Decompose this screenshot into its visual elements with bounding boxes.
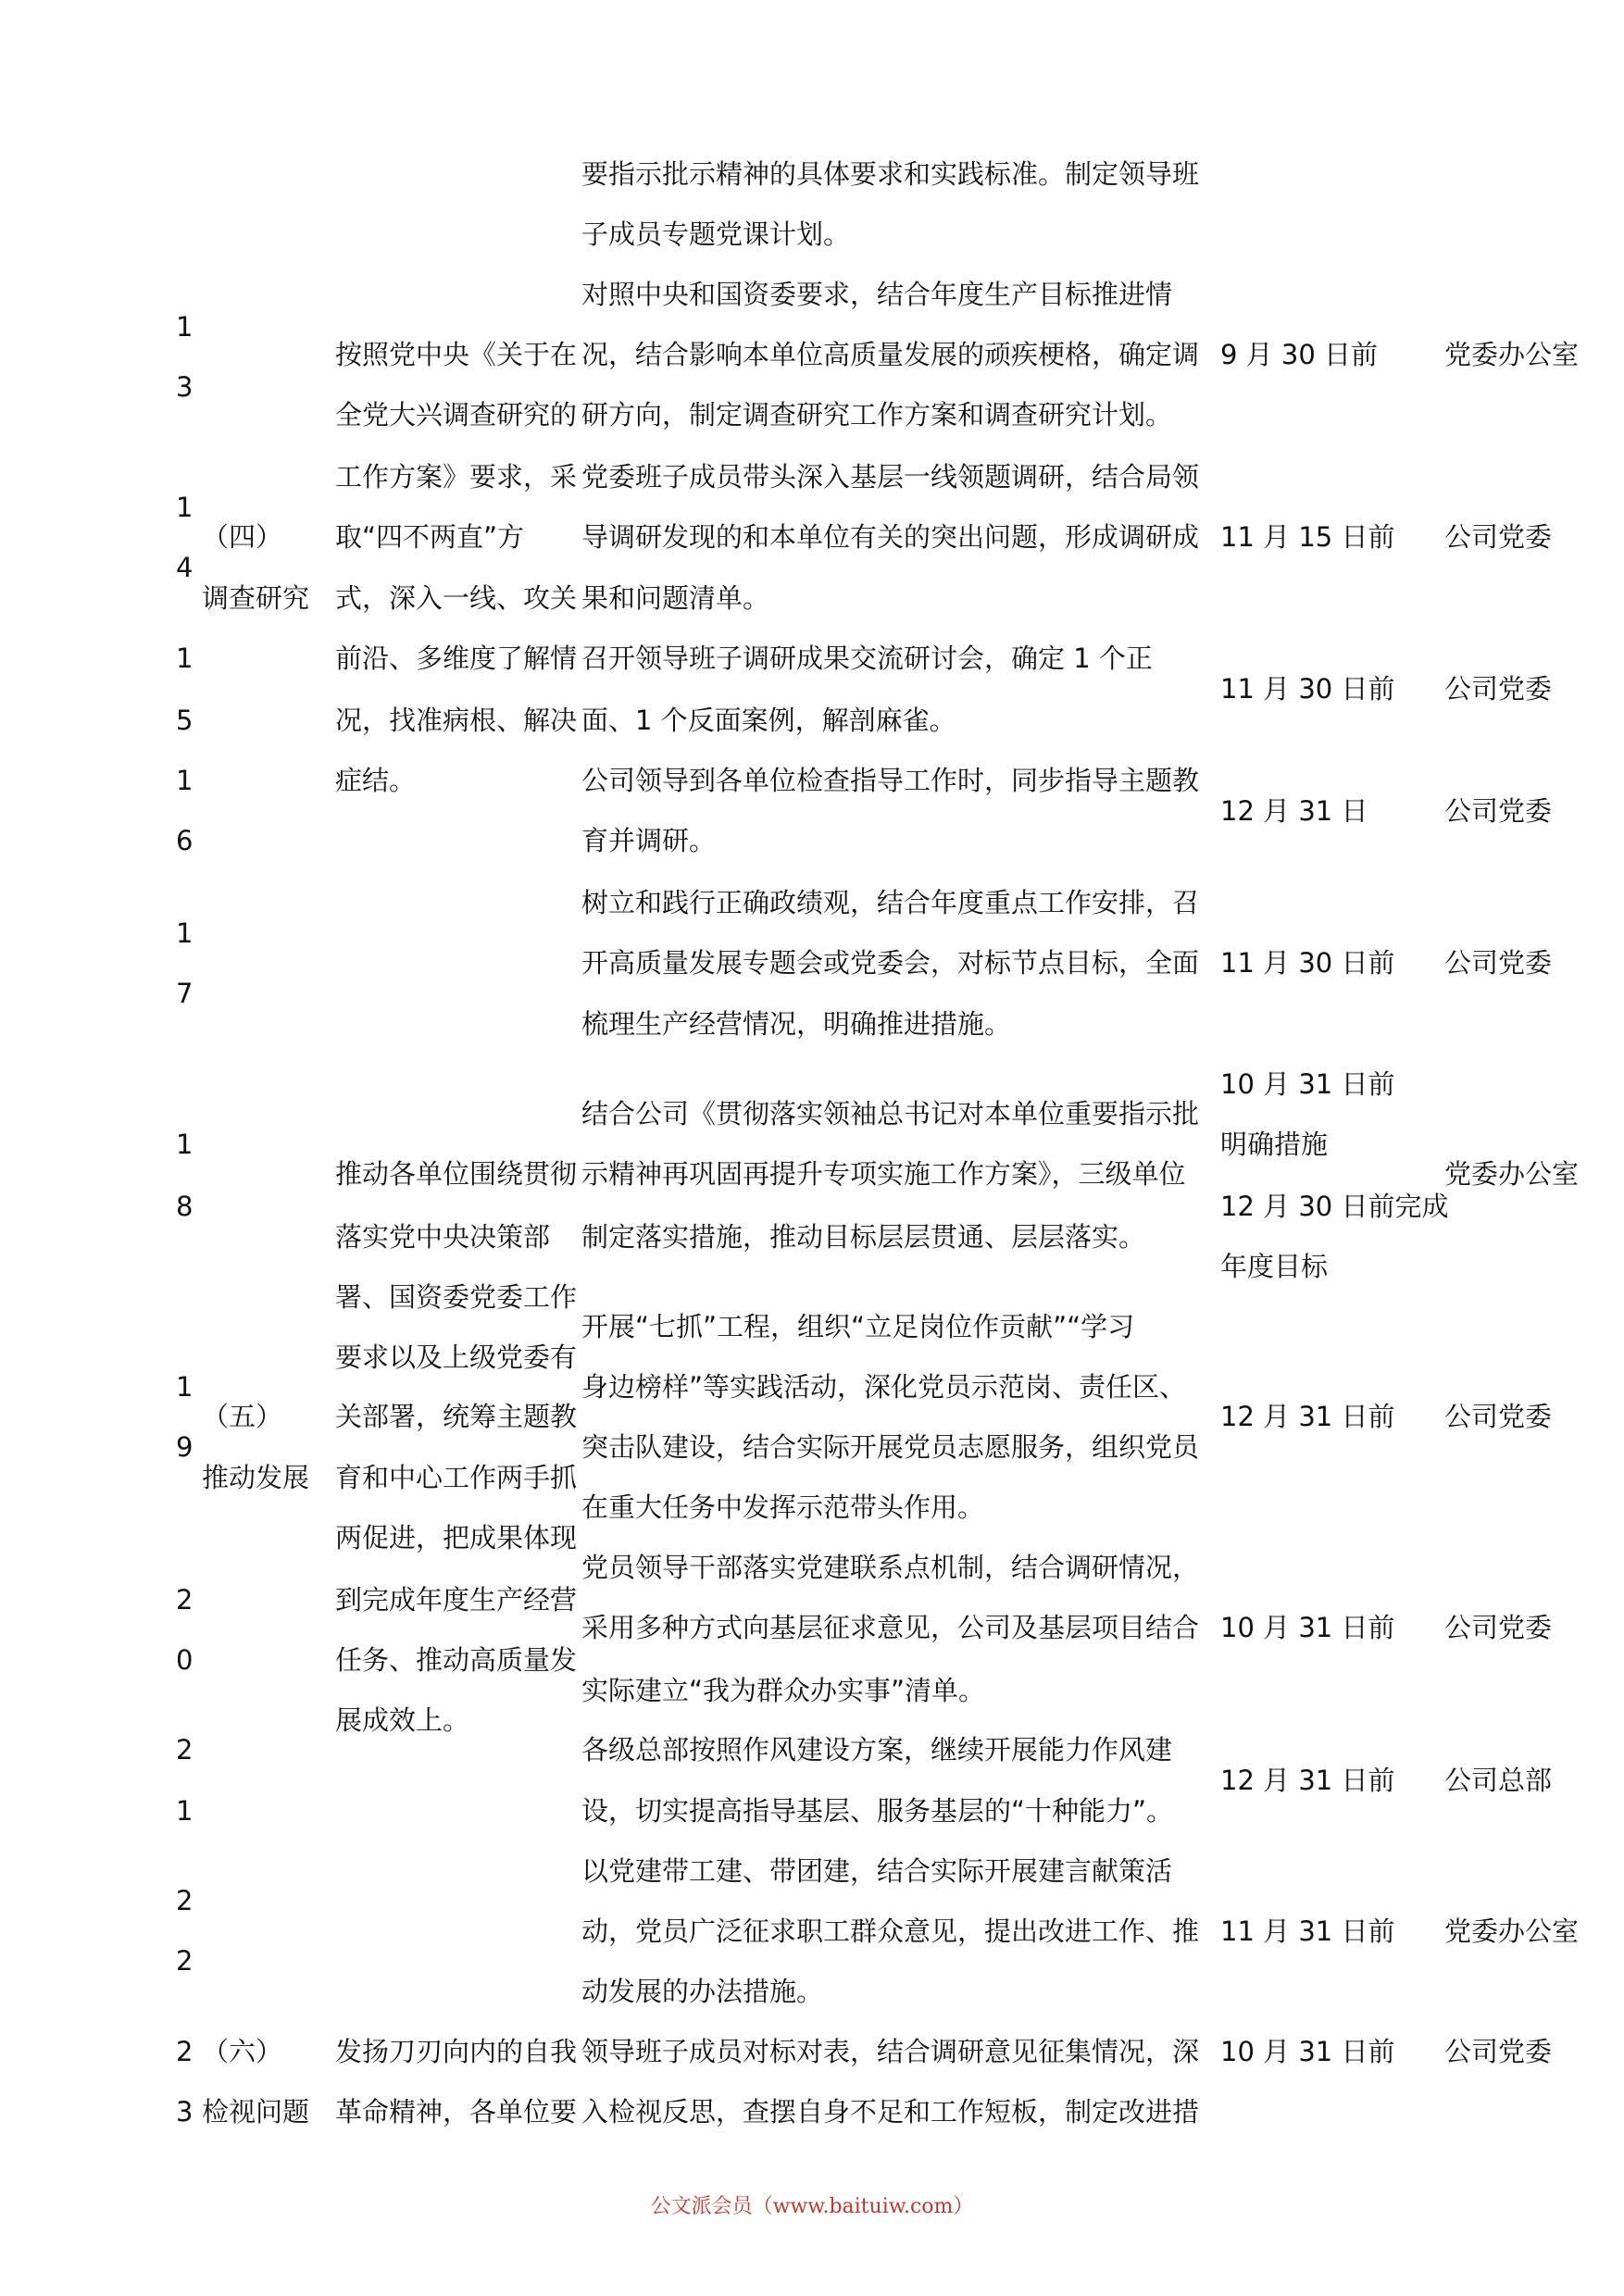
text-line: 要指示批示精神的具体要求和实践标准。制定领导班	[581, 158, 1200, 190]
text-line: 1	[176, 1371, 194, 1403]
text-line: 5	[176, 705, 194, 736]
text-line: 4	[176, 552, 194, 583]
text-line: 两促进，把成果体现	[335, 1522, 578, 1554]
text-line: 对照中央和国资委要求，结合年度生产目标推进情	[581, 279, 1173, 310]
text-line: 党委班子成员带头深入基层一线领题调研，结合局领	[581, 461, 1200, 493]
text-line: 在重大任务中发挥示范带头作用。	[581, 1491, 985, 1523]
text-line: 10 月 31 日前	[1220, 1612, 1395, 1643]
text-line: 推动发展	[202, 1462, 310, 1493]
text-line: 公司领导到各单位检查指导工作时，同步指导主题教	[581, 765, 1200, 796]
text-line: 关部署，统筹主题教	[335, 1401, 578, 1432]
text-line: 况，结合影响本单位高质量发展的顽疾梗格，确定调	[581, 339, 1200, 370]
text-line: 式，深入一线、攻关	[335, 582, 578, 614]
text-line: 导调研发现的和本单位有关的突出问题，形成调研成	[581, 521, 1200, 553]
text-line: 公司总部	[1444, 1765, 1553, 1796]
text-line: 1	[176, 492, 194, 523]
text-line: （五）	[202, 1401, 283, 1432]
text-line: 公司党委	[1444, 947, 1553, 979]
text-line: 开展“七抓”工程，组织“立足岗位作贡献”“学习	[581, 1311, 1135, 1342]
text-line: （四）	[202, 521, 283, 553]
text-line: 党委办公室	[1444, 339, 1580, 370]
text-line: 任务、推动高质量发	[335, 1644, 578, 1676]
text-line: 前沿、多维度了解情	[335, 643, 578, 674]
text-line: 公司党委	[1444, 795, 1553, 827]
text-line: 工作方案》要求，采	[335, 461, 578, 493]
text-line: 革命精神，各单位要	[335, 2096, 578, 2128]
text-line: 育并调研。	[581, 825, 717, 856]
text-line: 公司党委	[1444, 1612, 1553, 1643]
text-line: 11 月 30 日前	[1220, 673, 1395, 705]
text-line: 9 月 30 日前	[1220, 339, 1379, 370]
text-line: 召开领导班子调研成果交流研讨会，确定 1 个正	[581, 643, 1153, 674]
text-line: 身边榜样”等实践活动，深化党员示范岗、责任区、	[581, 1371, 1187, 1403]
text-line: 年度目标	[1220, 1251, 1329, 1282]
text-line: 展成效上。	[335, 1704, 470, 1736]
text-line: 11 月 31 日前	[1220, 1915, 1395, 1947]
text-line: 明确措施	[1220, 1129, 1329, 1160]
text-line: 设，切实提高指导基层、服务基层的“十种能力”。	[581, 1795, 1174, 1827]
text-line: 要求以及上级党委有	[335, 1341, 578, 1373]
text-line: （六）	[202, 2036, 283, 2067]
text-line: 2	[176, 2036, 194, 2067]
text-line: 育和中心工作两手抓	[335, 1462, 578, 1493]
text-line: 到完成年度生产经营	[335, 1584, 578, 1616]
text-line: 1	[176, 1129, 194, 1160]
text-line: 11 月 15 日前	[1220, 521, 1395, 553]
text-line: 2	[176, 1734, 194, 1766]
text-line: 10 月 31 日前	[1220, 2036, 1395, 2067]
text-line: 症结。	[335, 765, 417, 796]
text-line: 7	[176, 978, 194, 1009]
text-line: 1	[176, 1795, 194, 1827]
text-line: 按照党中央《关于在	[335, 339, 578, 370]
text-line: 动，党员广泛征求职工群众意见，提出改进工作、推	[581, 1915, 1200, 1947]
text-line: 公司党委	[1444, 673, 1553, 705]
footer-watermark: 公文派会员（www.baituiw.com）	[650, 2195, 974, 2218]
text-line: 结合公司《贯彻落实领袖总书记对本单位重要指示批	[581, 1098, 1200, 1129]
text-line: 1	[176, 917, 194, 949]
text-line: 8	[176, 1191, 194, 1222]
text-line: 面、1 个反面案例，解剖麻雀。	[581, 705, 956, 736]
text-line: 2	[176, 1584, 194, 1616]
text-line: 3	[176, 2096, 194, 2128]
text-line: 推动各单位围绕贯彻	[335, 1158, 578, 1190]
text-line: 0	[176, 1644, 194, 1676]
text-line: 6	[176, 825, 194, 856]
text-line: 1	[176, 643, 194, 674]
text-line: 1	[176, 765, 194, 796]
text-line: 12 月 30 日前完成	[1220, 1191, 1449, 1222]
text-line: 制定落实措施，推动目标层层贯通、层层落实。	[581, 1221, 1146, 1253]
text-line: 动发展的办法措施。	[581, 1976, 824, 2007]
text-line: 9	[176, 1431, 194, 1463]
text-line: 领导班子成员对标对表，结合调研意见征集情况，深	[581, 2036, 1200, 2067]
text-line: 2	[176, 1945, 194, 1977]
text-line: 采用多种方式向基层征求意见，公司及基层项目结合	[581, 1612, 1200, 1643]
text-line: 12 月 31 日前	[1220, 1401, 1395, 1432]
text-line: 党委办公室	[1444, 1158, 1580, 1190]
text-line: 1	[176, 311, 194, 343]
text-line: 况，找准病根、解决	[335, 705, 578, 736]
text-line: 果和问题清单。	[581, 582, 770, 614]
text-line: 各级总部按照作风建设方案，继续开展能力作风建	[581, 1734, 1173, 1766]
text-line: 12 月 31 日前	[1220, 1765, 1395, 1796]
text-line: 公司党委	[1444, 2036, 1553, 2067]
text-line: 子成员专题党课计划。	[581, 218, 851, 250]
text-line: 示精神再巩固再提升专项实施工作方案》，三级单位	[581, 1158, 1186, 1190]
text-line: 调查研究	[202, 582, 310, 614]
text-line: 发扬刀刃向内的自我	[335, 2036, 578, 2067]
text-line: 以党建带工建、带团建，结合实际开展建言献策活	[581, 1855, 1173, 1887]
text-line: 开高质量发展专题会或党委会，对标节点目标，全面	[581, 947, 1200, 979]
text-line: 公司党委	[1444, 521, 1553, 553]
text-line: 3	[176, 371, 194, 403]
text-line: 署、国资委党委工作	[335, 1281, 578, 1313]
text-line: 入检视反思，查摆自身不足和工作短板，制定改进措	[581, 2096, 1200, 2128]
text-line: 10 月 31 日前	[1220, 1068, 1395, 1100]
text-line: 落实党中央决策部	[335, 1221, 551, 1253]
text-line: 研方向，制定调查研究工作方案和调查研究计划。	[581, 399, 1173, 430]
text-line: 公司党委	[1444, 1401, 1553, 1432]
text-line: 梳理生产经营情况，明确推进措施。	[581, 1008, 1012, 1040]
text-line: 党委办公室	[1444, 1915, 1580, 1947]
text-line: 12 月 31 日	[1220, 795, 1368, 827]
text-line: 党员领导干部落实党建联系点机制，结合调研情况，	[581, 1552, 1200, 1583]
text-line: 取“四不两直”方	[335, 521, 525, 553]
text-line: 全党大兴调查研究的	[335, 399, 578, 430]
text-line: 实际建立“我为群众办实事”清单。	[581, 1675, 986, 1706]
text-line: 树立和践行正确政绩观，结合年度重点工作安排，召	[581, 887, 1200, 918]
text-line: 11 月 30 日前	[1220, 947, 1395, 979]
text-line: 突击队建设，结合实际开展党员志愿服务，组织党员	[581, 1431, 1200, 1463]
text-line: 检视问题	[202, 2096, 310, 2128]
text-line: 2	[176, 1885, 194, 1916]
